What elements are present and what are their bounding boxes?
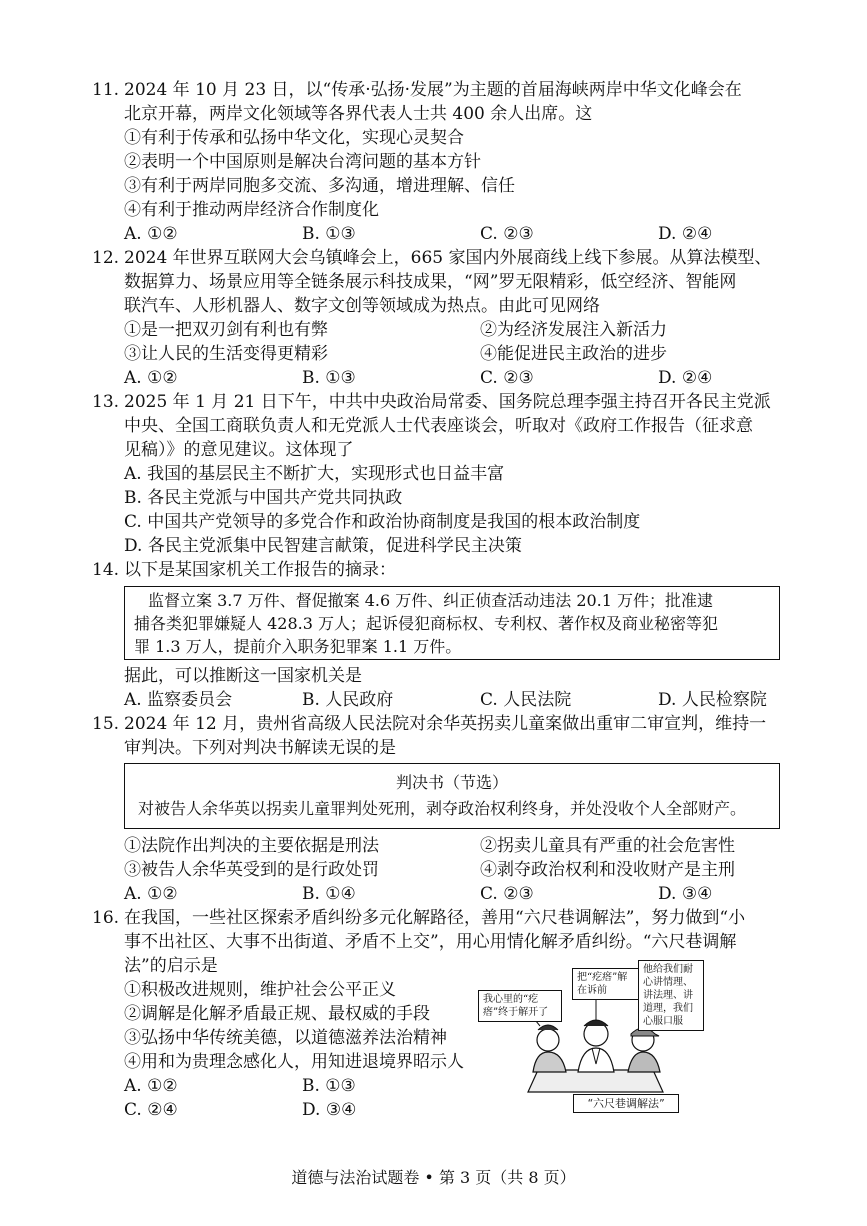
q15-option-b: B. ①④ bbox=[302, 884, 356, 904]
page-footer: 道德与法治试题卷 • 第 3 页（共 8 页） bbox=[291, 1168, 576, 1187]
q11-option-a: A. ①② bbox=[124, 224, 178, 244]
q15-option-a: A. ①② bbox=[124, 884, 178, 904]
q15-statement-4: ④剥夺政治权利和没收财产是主刑 bbox=[480, 860, 735, 880]
q14-number: 14. bbox=[92, 560, 120, 580]
q16-statement-4: ④用和为贵理念感化人，用知进退境界昭示人 bbox=[124, 1052, 464, 1072]
q16-statement-1: ①积极改进规则，维护社会公平正义 bbox=[124, 980, 396, 1000]
q12-statement-4: ④能促进民主政治的进步 bbox=[480, 344, 667, 364]
q13-stem-line3: 见稿）》的意见建议。这体现了 bbox=[124, 440, 354, 460]
q16-number: 16. bbox=[92, 908, 120, 928]
q13-number: 13. bbox=[92, 392, 120, 412]
q13-option-c: C. 中国共产党领导的多党合作和政治协商制度是我国的根本政治制度 bbox=[124, 512, 641, 532]
q15-statement-2: ②拐卖儿童具有严重的社会危害性 bbox=[480, 836, 735, 856]
q15-judgment-title: 判决书（节选） bbox=[395, 773, 508, 792]
cartoon-bubble-middle: 把“疙瘩”解在诉前 bbox=[572, 968, 642, 1000]
q15-stem-line2: 审判决。下列对判决书解读无误的是 bbox=[124, 738, 396, 758]
q11-option-c: C. ②③ bbox=[480, 224, 534, 244]
q13-stem-line1: 2025 年 1 月 21 日下午，中共中央政治局常委、国务院总理李强主持召开各民主党派 bbox=[124, 392, 771, 412]
cartoon-bubble-left: 我心里的“疙瘩”终于解开了 bbox=[478, 990, 562, 1022]
q12-statement-1: ①是一把双刃剑有利也有弊 bbox=[124, 320, 328, 340]
q12-stem-line2: 数据算力、场景应用等全链条展示科技成果，“网”罗无限精彩，低空经济、智能网 bbox=[124, 272, 737, 292]
q15-option-c: C. ②③ bbox=[480, 884, 534, 904]
q12-option-b: B. ①③ bbox=[302, 368, 356, 388]
q15-judgment-text: 对被告人余华英以拐卖儿童罪判处死刑，剥夺政治权利终身，并处没收个人全部财产。 bbox=[138, 799, 747, 818]
q11-stem-line2: 北京开幕，两岸文化领域等各界代表人士共 400 余人出席。这 bbox=[124, 104, 593, 124]
q16-stem-line2: 事不出社区、大事不出街道、矛盾不上交”，用心用情化解矛盾纠纷。“六尺巷调解 bbox=[124, 932, 737, 952]
cartoon-caption: “六尺巷调解法” bbox=[573, 1094, 679, 1113]
q13-option-a: A. 我国的基层民主不断扩大，实现形式也日益丰富 bbox=[124, 464, 505, 484]
q11-option-b: B. ①③ bbox=[302, 224, 356, 244]
q14-stem: 以下是某国家机关工作报告的摘录： bbox=[124, 560, 396, 580]
mediation-cartoon bbox=[478, 960, 703, 1120]
q11-stem-line1: 2024 年 10 月 23 日，以“传承·弘扬·发展”为主题的首届海峡两岸中华文化峰会在 bbox=[124, 80, 742, 100]
q12-statement-2: ②为经济发展注入新活力 bbox=[480, 320, 667, 340]
q11-statement-4: ④有利于推动两岸经济合作制度化 bbox=[124, 200, 379, 220]
q16-statement-2: ②调解是化解矛盾最正规、最权威的手段 bbox=[124, 1004, 430, 1024]
q11-option-d: D. ②④ bbox=[658, 224, 713, 244]
q15-number: 15. bbox=[92, 714, 120, 734]
q16-stem-line3: 法”的启示是 bbox=[124, 956, 218, 976]
q12-stem-line3: 联汽车、人形机器人、数字文创等领域成为热点。由此可见网络 bbox=[124, 296, 600, 316]
q14-excerpt-line2: 捕各类犯罪嫌疑人 428.3 万人；起诉侵犯商标权、专利权、著作权及商业秘密等犯 bbox=[134, 614, 718, 633]
q15-stem-line1: 2024 年 12 月，贵州省高级人民法院对余华英拐卖儿童案做出重审二审宣判，维持一 bbox=[124, 714, 767, 734]
q14-option-a: A. 监察委员会 bbox=[124, 690, 233, 710]
q15-statement-3: ③被告人余华英受到的是行政处罚 bbox=[124, 860, 379, 880]
q16-stem-line1: 在我国，一些社区探索矛盾纠纷多元化解路径，善用“六尺巷调解法”，努力做到“小 bbox=[124, 908, 746, 928]
q12-option-a: A. ①② bbox=[124, 368, 178, 388]
q13-stem-line2: 中央、全国工商联负责人和无党派人士代表座谈会，听取对《政府工作报告（征求意 bbox=[124, 416, 753, 436]
q16-option-a: A. ①② bbox=[124, 1076, 178, 1096]
q15-option-d: D. ③④ bbox=[658, 884, 713, 904]
q12-option-c: C. ②③ bbox=[480, 368, 534, 388]
q16-statement-3: ③弘扬中华传统美德，以道德滋养法治精神 bbox=[124, 1028, 447, 1048]
q13-option-d: D. 各民主党派集中民智建言献策，促进科学民主决策 bbox=[124, 536, 522, 556]
q12-stem-line1: 2024 年世界互联网大会乌镇峰会上，665 家国内外展商线上线下参展。从算法模型、 bbox=[124, 248, 772, 268]
q14-excerpt-line3: 罪 1.3 万人，提前介入职务犯罪案 1.1 万件。 bbox=[134, 637, 462, 656]
q13-option-b: B. 各民主党派与中国共产党共同执政 bbox=[124, 488, 403, 508]
cartoon-bubble-right: 他给我们耐心讲情理、讲法理、讲道理，我们心服口服 bbox=[638, 960, 704, 1031]
q11-number: 11. bbox=[92, 80, 120, 100]
q14-option-b: B. 人民政府 bbox=[302, 690, 394, 710]
q11-statement-3: ③有利于两岸同胞多交流、多沟通，增进理解、信任 bbox=[124, 176, 515, 196]
q14-after-text: 据此，可以推断这一国家机关是 bbox=[124, 666, 362, 686]
q15-statement-1: ①法院作出判决的主要依据是刑法 bbox=[124, 836, 379, 856]
q14-option-c: C. 人民法院 bbox=[480, 690, 572, 710]
q16-option-c: C. ②④ bbox=[124, 1100, 178, 1120]
q16-option-d: D. ③④ bbox=[302, 1100, 357, 1120]
q11-statement-2: ②表明一个中国原则是解决台湾问题的基本方针 bbox=[124, 152, 481, 172]
q12-option-d: D. ②④ bbox=[658, 368, 713, 388]
q12-number: 12. bbox=[92, 248, 120, 268]
q11-statement-1: ①有利于传承和弘扬中华文化，实现心灵契合 bbox=[124, 128, 464, 148]
q14-option-d: D. 人民检察院 bbox=[658, 690, 767, 710]
q12-statement-3: ③让人民的生活变得更精彩 bbox=[124, 344, 328, 364]
q14-excerpt-line1: 监督立案 3.7 万件、督促撤案 4.6 万件、纠正侦查活动违法 20.1 万件；批准逮 bbox=[148, 591, 714, 610]
q16-option-b: B. ①③ bbox=[302, 1076, 356, 1096]
